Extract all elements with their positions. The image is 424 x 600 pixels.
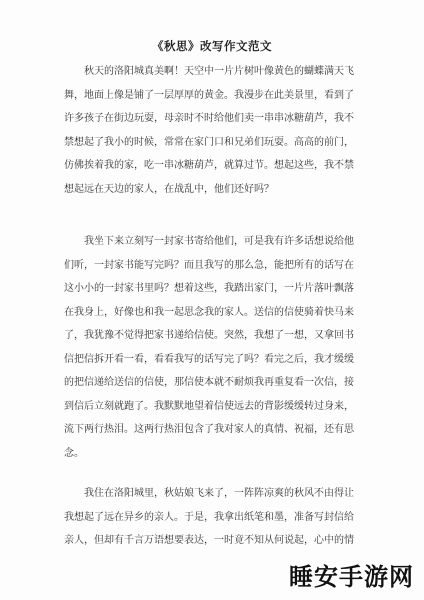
paragraph-line: 念。 [64,447,84,459]
paragraph-line: 到信后立刻就跑了。我默默地望着信使远去的背影缓缓转过身来， [64,400,354,412]
paragraph-line: 亲人，但却有千言万语想要表达，一时竟不知从何说起，心中的情 [64,535,354,546]
paragraph-line: 仿佛挨着我的家，吃一串冰糖葫芦，就算过节。想起这些，我不禁 [64,160,354,171]
paragraph-line: 我想起了远在异乡的亲人。于是，我拿出纸笔和墨，准备写封信给 [64,511,354,523]
paragraph-line: 们听，一封家书能写完吗？而且我写的那么急，能把所有的话写在 [64,259,354,271]
paragraph-1 [64,60,364,201]
paragraph-line: 秋天的洛阳城真美啊！天空中一片片树叶像黄色的蝴蝶满天飞 [84,66,354,77]
paragraph-line: 我坐下来立刻写一封家书寄给他们，可是我有许多话想说给他 [84,236,354,247]
paragraph-line: 了，我犹豫不觉得把家书递给信使。突然，我想了一想，又拿回书 [64,330,354,341]
paragraph-line: 流下两行热泪。这两行热泪包含了我对家人的真情、祝福，还有思 [64,424,354,435]
paragraph-line: 这小小的一封家书里吗？想着这些，我踏出家门，一片片落叶飘落 [64,283,354,294]
site-watermark: 睡安手游网 [289,563,414,591]
paragraph-line: 我住在洛阳城里，秋姑娘飞来了，一阵阵凉爽的秋风不由得让 [84,488,354,499]
paragraph-line: 许多孩子在街边玩耍，母亲时不时给他们卖一串串冰糖葫芦，我不 [64,113,354,124]
paragraph-line: 禁想起了我小的时候，常常在家门口和兄弟们玩耍。高高的前门， [64,136,354,148]
paragraph-2 [64,230,364,465]
document-title: 《秋思》改写作文范文 [152,39,272,53]
paragraph-line: 舞，地面上像是铺了一层厚厚的黄金。我漫步在此美景里，看到了 [64,89,354,101]
paragraph-line: 在我身上，好像也和我一起思念我的家人。送信的信使骑着快马来 [64,306,354,318]
paragraph-line: 信把信拆开看一看，看看我写的话写完了吗？看完之后，我才缓缓 [64,353,354,365]
paragraph-line: 想起远在天边的家人，在战乱中，他们还好吗？ [64,183,274,195]
paragraph-3 [64,482,364,553]
paragraph-line: 的把信递给送信的信使，那信使本就不耐烦我再重复看一次信，接 [64,377,354,388]
